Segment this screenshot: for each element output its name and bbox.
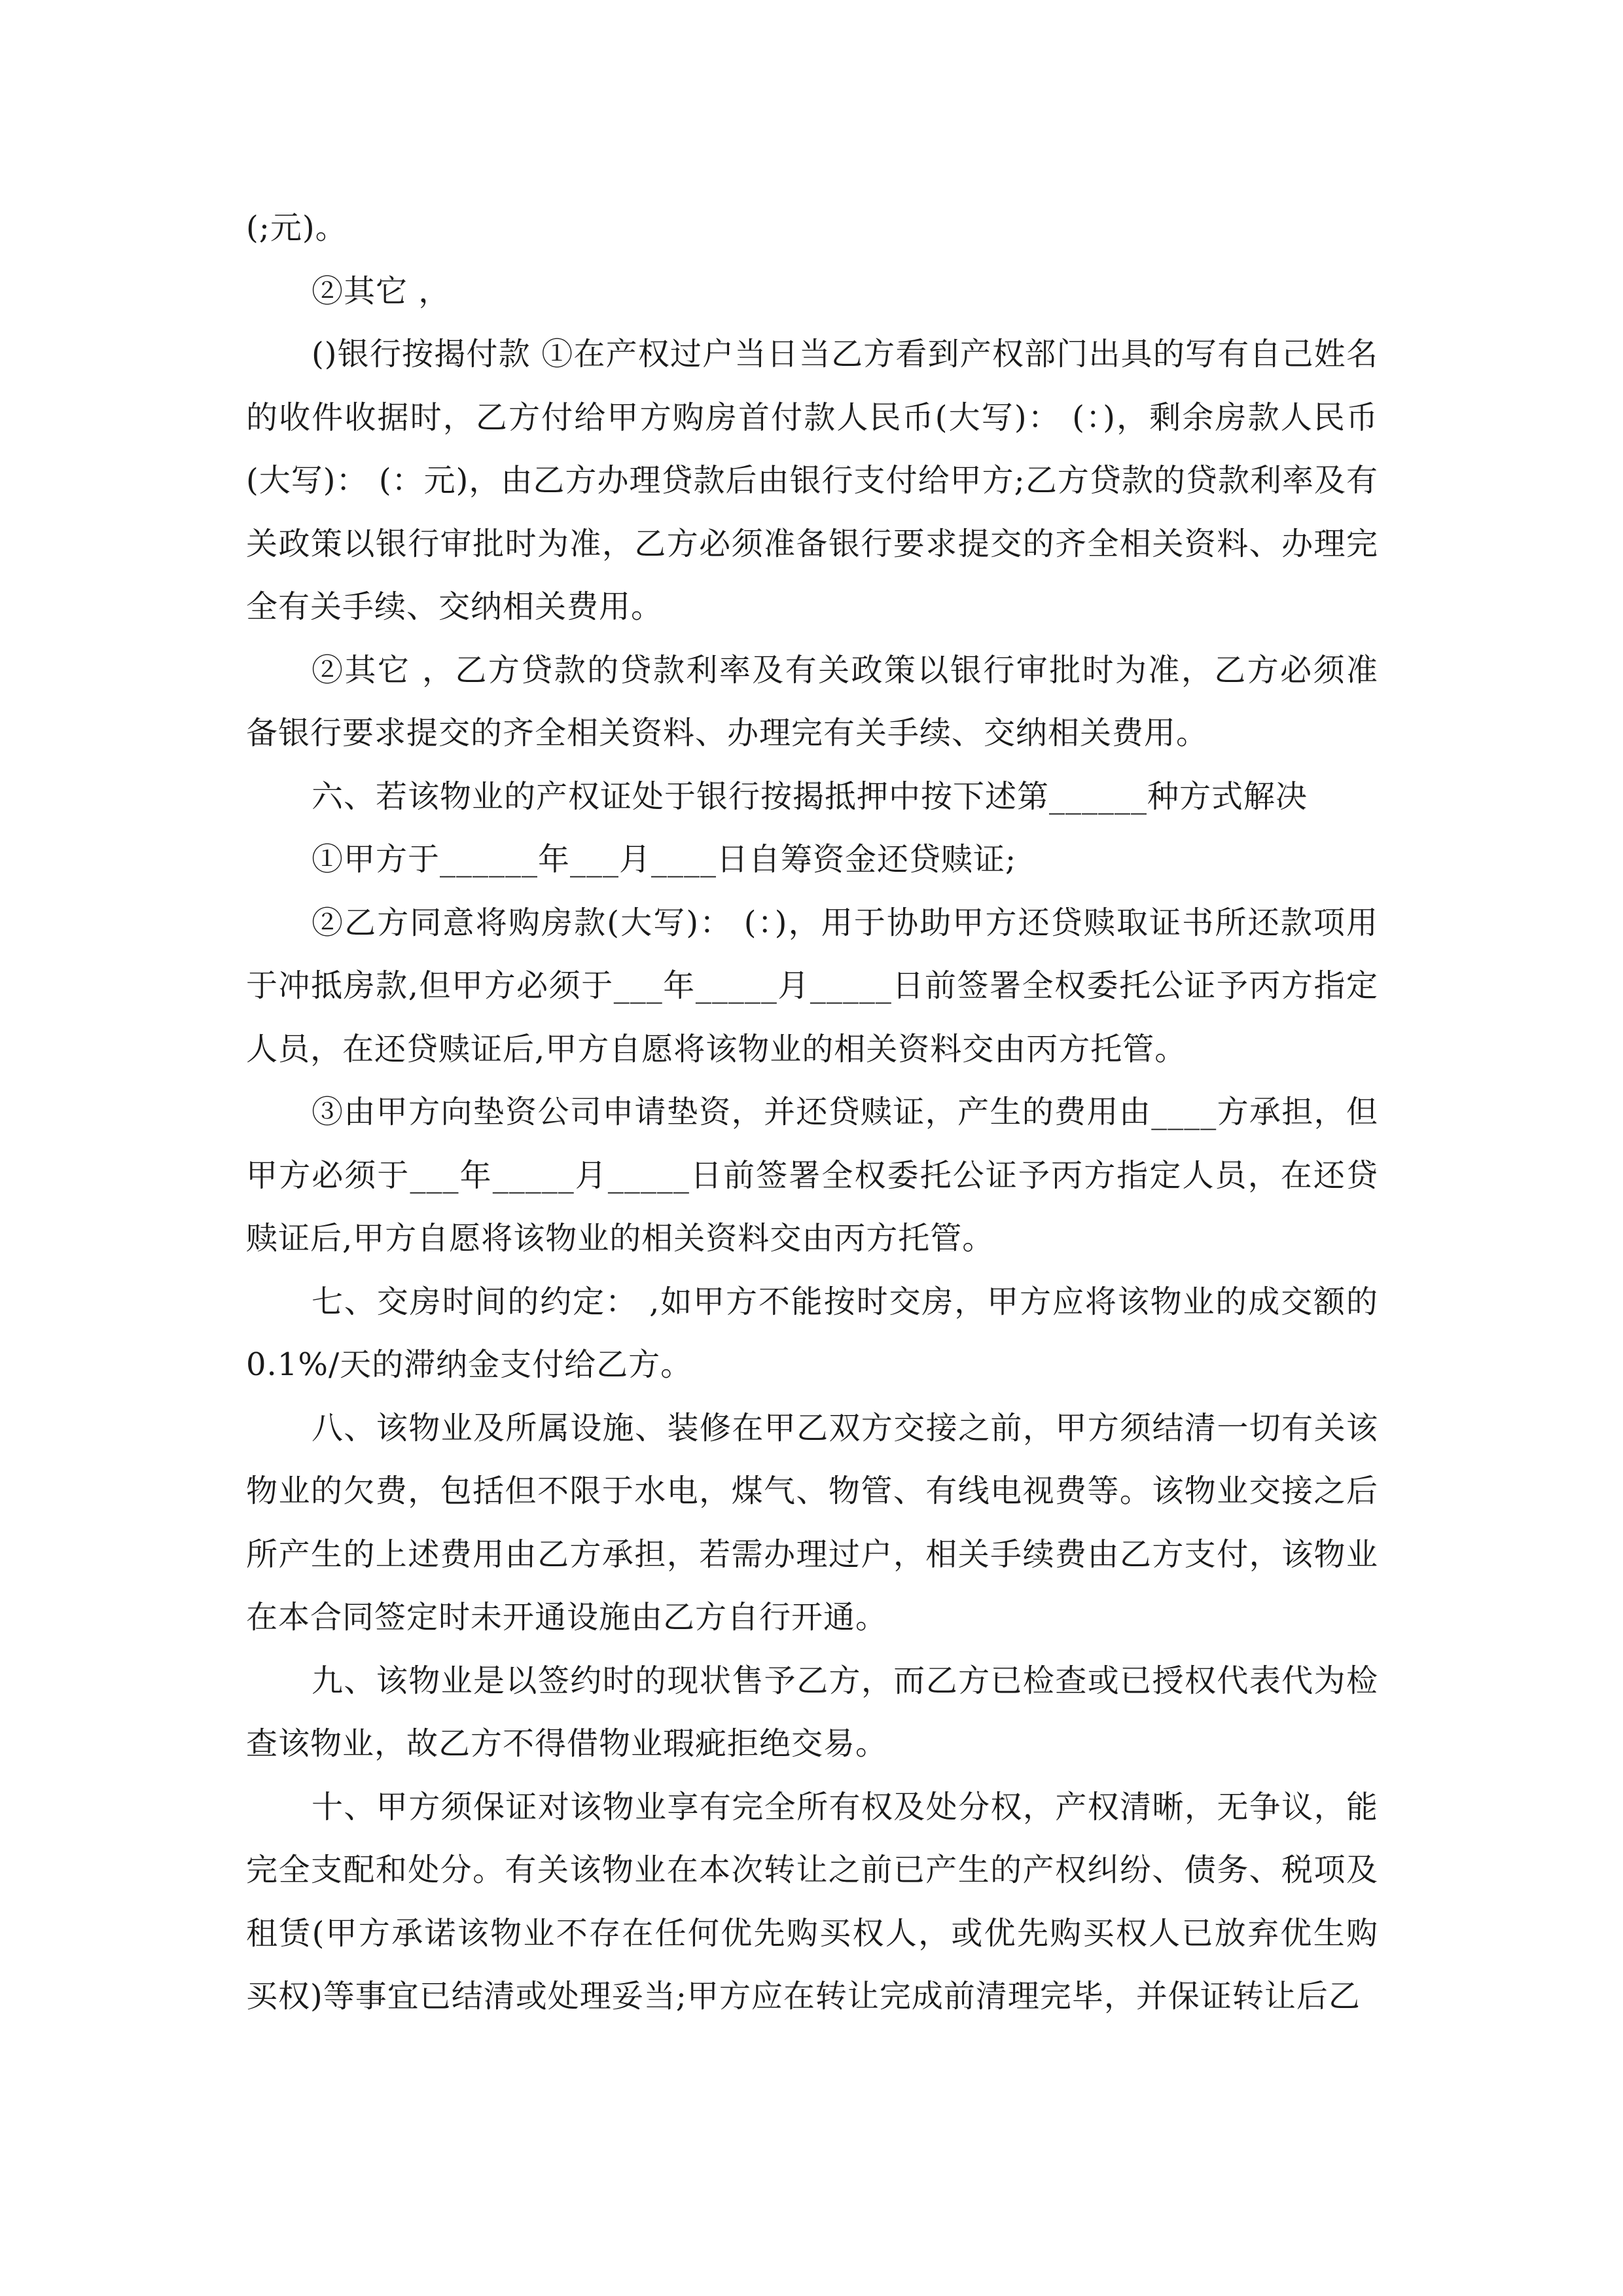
- paragraph-5: 六、若该物业的产权证处于银行按揭抵押中按下述第______种方式解决: [312, 778, 1308, 815]
- paragraph-9: 七、交房时间的约定： ,如甲方不能按时交房，甲方应将该物业的成交额的0.1%/天的滞纳金支付给乙方。: [246, 1283, 1378, 1383]
- paragraph-12: 十、甲方须保证对该物业享有完全所有权及处分权，产权清晰，无争议，能完全支配和处分。有关该物业在本次转让之前已产生的产权纠纷、债务、税项及租赁(甲方承诺该物业不存在任何优先购买权人，或优先购买权人已放弃优生购买权)等事宜已结清或处理妥当;甲方应在转让完成前清理完毕，并保证转让后乙: [246, 1788, 1378, 2015]
- paragraph-2: ②其它 ，: [312, 272, 451, 310]
- paragraph-6: ①甲方于______年___月____日自筹资金还贷赎证;: [312, 841, 1017, 878]
- document-body: [246, 196, 1378, 2028]
- paragraph-7: ②乙方同意将购房款(大写)： (：)，用于协助甲方还贷赎取证书所还款项用于冲抵房款,但甲方必须于___年_____月_____日前签署全权委托公证予丙方指定人员，在还贷赎证后,甲方自愿将该物业的相关资料交由丙方托管。: [246, 904, 1378, 1067]
- paragraph-1: (;元)。: [246, 209, 348, 246]
- paragraph-11: 九、该物业是以签约时的现状售予乙方，而乙方已检查或已授权代表代为检查该物业，故乙方不得借物业瑕疵拒绝交易。: [246, 1662, 1378, 1762]
- paragraph-8: ③由甲方向垫资公司申请垫资，并还贷赎证，产生的费用由____方承担，但甲方必须于___年_____月_____日前签署全权委托公证予丙方指定人员，在还贷赎证后,甲方自愿将该物业的相关资料交由丙方托管。: [246, 1094, 1378, 1257]
- paragraph-3: ()银行按揭付款 ①在产权过户当日当乙方看到产权部门出具的写有自己姓名的收件收据时，乙方付给甲方购房首付款人民币(大写)： (：)，剩余房款人民币(大写)： (：元)，由乙方办理贷款后由银行支付给甲方;乙方贷款的贷款利率及有关政策以银行审批时为准，乙方必须准备银行要求提交的齐全相关资料、办理完全有关手续、交纳相关费用。: [246, 336, 1378, 625]
- paragraph-10: 八、该物业及所属设施、装修在甲乙双方交接之前，甲方须结清一切有关该物业的欠费，包括但不限于水电，煤气、物管、有线电视费等。该物业交接之后所产生的上述费用由乙方承担，若需办理过户，相关手续费由乙方支付，该物业在本合同签定时未开通设施由乙方自行开通。: [246, 1409, 1378, 1636]
- paragraph-4: ②其它 ，乙方贷款的贷款利率及有关政策以银行审批时为准，乙方必须准备银行要求提交的齐全相关资料、办理完有关手续、交纳相关费用。: [246, 651, 1378, 751]
